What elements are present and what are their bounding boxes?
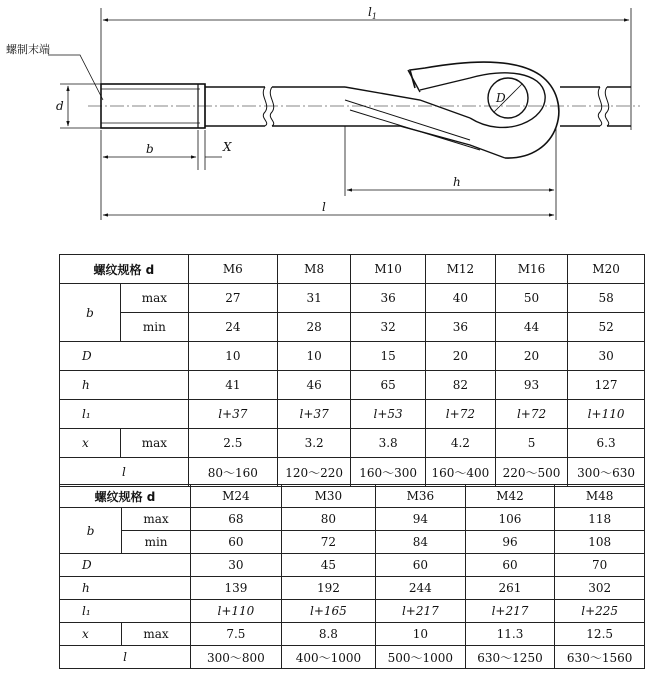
value-cell: 300～630 (568, 458, 645, 487)
value-cell: 20 (495, 342, 567, 371)
size-cell: M6 (188, 255, 277, 284)
value-cell: 60 (191, 531, 282, 554)
dim-D-label: D (496, 91, 506, 105)
table-row (60, 313, 645, 342)
size-cell: M36 (376, 485, 466, 508)
value-cell: l+217 (376, 600, 466, 623)
table-row (60, 600, 645, 623)
row-label-b: b (60, 284, 121, 342)
value-cell: 60 (376, 554, 466, 577)
value-cell: l+37 (277, 400, 350, 429)
value-cell: 32 (351, 313, 426, 342)
value-cell: 6.3 (568, 429, 645, 458)
value-cell: 45 (281, 554, 375, 577)
value-cell: 10 (277, 342, 350, 371)
value-cell: 58 (568, 284, 645, 313)
row-label-l: l (60, 458, 189, 487)
value-cell: 192 (281, 577, 375, 600)
table-row (60, 400, 645, 429)
value-cell: 27 (188, 284, 277, 313)
table-row (60, 429, 645, 458)
value-cell: 4.2 (425, 429, 495, 458)
value-cell: 300～800 (191, 646, 282, 669)
value-cell: 82 (425, 371, 495, 400)
value-cell: l+110 (568, 400, 645, 429)
value-cell: 80 (281, 508, 375, 531)
size-cell: M10 (351, 255, 426, 284)
row-sublabel-max: max (120, 284, 188, 313)
value-cell: 20 (425, 342, 495, 371)
size-cell: M20 (568, 255, 645, 284)
table-header-row (60, 255, 645, 284)
spec-table-m24-m48 (59, 484, 645, 669)
row-label-D: D (60, 554, 191, 577)
value-cell: 108 (555, 531, 645, 554)
value-cell: 630～1560 (555, 646, 645, 669)
row-label-x: x (60, 429, 121, 458)
row-sublabel-max: max (120, 429, 188, 458)
table-row (60, 531, 645, 554)
value-cell: 50 (495, 284, 567, 313)
thread-size-header: 螺纹规格 d (60, 485, 191, 508)
row-label-l1: l₁ (60, 600, 191, 623)
eye-bolt-drawing (0, 0, 650, 240)
value-cell: l+72 (495, 400, 567, 429)
row-label-h: h (60, 371, 189, 400)
value-cell: 400～1000 (281, 646, 375, 669)
table-row (60, 371, 645, 400)
value-cell: 65 (351, 371, 426, 400)
table-row (60, 554, 645, 577)
value-cell: 3.8 (351, 429, 426, 458)
size-cell: M24 (191, 485, 282, 508)
row-sublabel-min: min (122, 531, 191, 554)
value-cell: 41 (188, 371, 277, 400)
value-cell: 630～1250 (465, 646, 555, 669)
spec-table-m6-m20 (59, 254, 645, 487)
table-row (60, 342, 645, 371)
row-sublabel-max: max (122, 623, 191, 646)
value-cell: 10 (188, 342, 277, 371)
value-cell: l+53 (351, 400, 426, 429)
dim-b-label: b (146, 142, 154, 156)
value-cell: 46 (277, 371, 350, 400)
size-cell: M8 (277, 255, 350, 284)
threaded-end-callout: 螺制末端 (6, 43, 50, 56)
row-label-l: l (60, 646, 191, 669)
value-cell: 44 (495, 313, 567, 342)
value-cell: 36 (351, 284, 426, 313)
row-label-l1: l₁ (60, 400, 189, 429)
row-sublabel-max: max (122, 508, 191, 531)
value-cell: 160～300 (351, 458, 426, 487)
table-row (60, 577, 645, 600)
value-cell: 118 (555, 508, 645, 531)
row-label-h: h (60, 577, 191, 600)
table-row (60, 508, 645, 531)
value-cell: 127 (568, 371, 645, 400)
value-cell: 11.3 (465, 623, 555, 646)
value-cell: l+217 (465, 600, 555, 623)
dim-l1-label: $l_1$ (368, 5, 377, 21)
value-cell: 68 (191, 508, 282, 531)
value-cell: l+37 (188, 400, 277, 429)
size-cell: M12 (425, 255, 495, 284)
value-cell: 80～160 (188, 458, 277, 487)
table-row (60, 623, 645, 646)
value-cell: 31 (277, 284, 350, 313)
value-cell: 8.8 (281, 623, 375, 646)
table-row (60, 458, 645, 487)
value-cell: 40 (425, 284, 495, 313)
table-row (60, 284, 645, 313)
size-cell: M48 (555, 485, 645, 508)
value-cell: 30 (191, 554, 282, 577)
value-cell: 60 (465, 554, 555, 577)
row-label-b: b (60, 508, 122, 554)
row-label-x: x (60, 623, 122, 646)
value-cell: 24 (188, 313, 277, 342)
value-cell: 94 (376, 508, 466, 531)
value-cell: 244 (376, 577, 466, 600)
size-cell: M30 (281, 485, 375, 508)
dim-l-label: l (322, 200, 326, 214)
dim-d-label: d (56, 99, 64, 113)
value-cell: l+72 (425, 400, 495, 429)
value-cell: 302 (555, 577, 645, 600)
dim-x-label: X (223, 140, 232, 154)
value-cell: 84 (376, 531, 466, 554)
value-cell: 72 (281, 531, 375, 554)
value-cell: l+110 (191, 600, 282, 623)
size-cell: M16 (495, 255, 567, 284)
value-cell: 2.5 (188, 429, 277, 458)
value-cell: 160～400 (425, 458, 495, 487)
value-cell: 36 (425, 313, 495, 342)
value-cell: 70 (555, 554, 645, 577)
thread-size-header: 螺纹规格 d (60, 255, 189, 284)
value-cell: 139 (191, 577, 282, 600)
value-cell: l+165 (281, 600, 375, 623)
value-cell: 93 (495, 371, 567, 400)
value-cell: 3.2 (277, 429, 350, 458)
size-cell: M42 (465, 485, 555, 508)
value-cell: 52 (568, 313, 645, 342)
value-cell: 10 (376, 623, 466, 646)
value-cell: 96 (465, 531, 555, 554)
value-cell: 15 (351, 342, 426, 371)
value-cell: 28 (277, 313, 350, 342)
row-label-D: D (60, 342, 189, 371)
value-cell: 7.5 (191, 623, 282, 646)
value-cell: 5 (495, 429, 567, 458)
value-cell: 500～1000 (376, 646, 466, 669)
value-cell: 106 (465, 508, 555, 531)
value-cell: 12.5 (555, 623, 645, 646)
table-header-row (60, 485, 645, 508)
row-sublabel-min: min (120, 313, 188, 342)
dim-h-label: h (453, 175, 461, 189)
value-cell: 261 (465, 577, 555, 600)
value-cell: l+225 (555, 600, 645, 623)
table-row (60, 646, 645, 669)
value-cell: 220～500 (495, 458, 567, 487)
value-cell: 30 (568, 342, 645, 371)
value-cell: 120～220 (277, 458, 350, 487)
